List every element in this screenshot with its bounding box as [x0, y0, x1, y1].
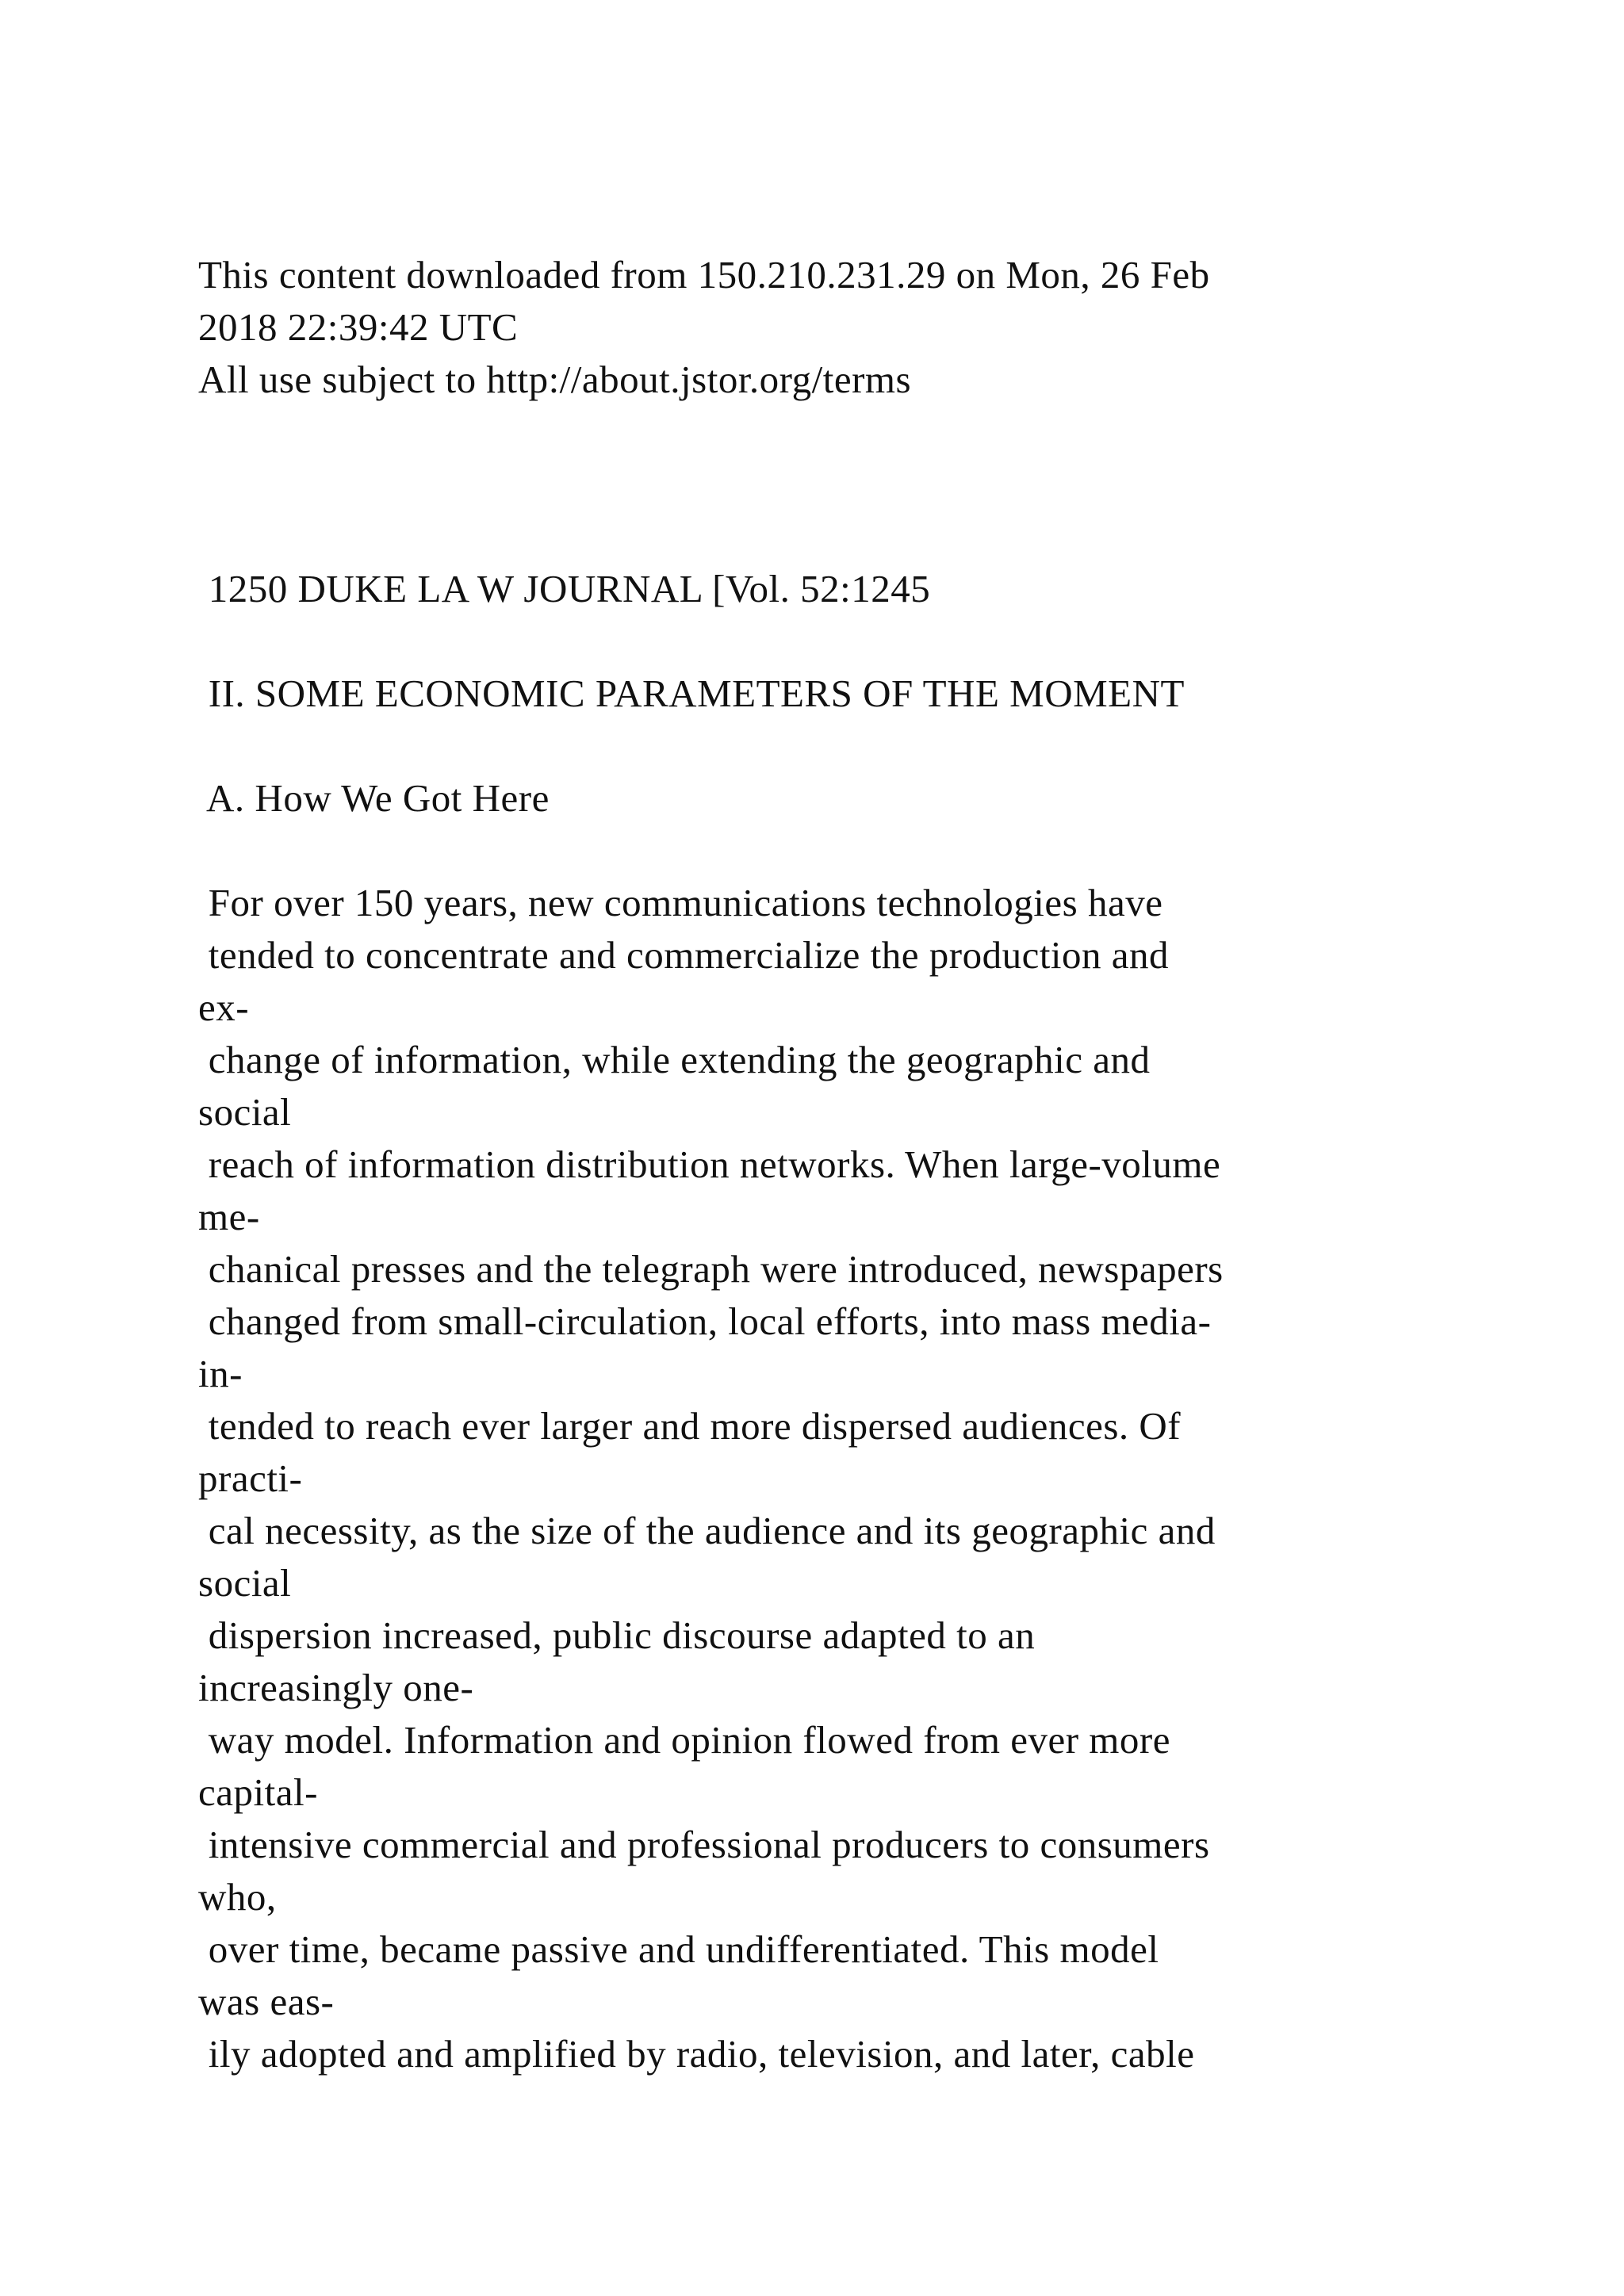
body-line: was eas- [198, 1980, 335, 2023]
body-line: in- [198, 1352, 243, 1395]
body-line: me- [198, 1195, 260, 1238]
body-line: cal necessity, as the size of the audience and its geographic and [198, 1509, 1216, 1552]
body-line: capital- [198, 1770, 318, 1814]
body-line: chanical presses and the telegraph were introduced, newspapers [198, 1247, 1224, 1291]
running-header: 1250 DUKE LA W JOURNAL [Vol. 52:1245 [198, 567, 931, 610]
body-line: way model. Information and opinion flowed from ever more [198, 1718, 1170, 1762]
body-line: increasingly one- [198, 1666, 474, 1709]
body-line: practi- [198, 1456, 303, 1500]
body-line: For over 150 years, new communications technologies have [198, 881, 1163, 924]
download-notice-line-3: All use subject to http://about.jstor.org/terms [198, 358, 912, 401]
download-notice-line-2: 2018 22:39:42 UTC [198, 305, 519, 349]
body-line: intensive commercial and professional producers to consumers [198, 1823, 1210, 1866]
download-notice-line-1: This content downloaded from 150.210.231.29 on Mon, 26 Feb [198, 253, 1210, 297]
body-line: over time, became passive and undifferentiated. This model [198, 1927, 1159, 1971]
body-line: tended to concentrate and commercialize the production and [198, 933, 1170, 977]
body-line: who, [198, 1875, 277, 1919]
body-line: dispersion increased, public discourse adapted to an [198, 1613, 1036, 1657]
body-line: ex- [198, 985, 250, 1029]
body-line: reach of information distribution networks. When large-volume [198, 1142, 1221, 1186]
body-line: social [198, 1090, 292, 1134]
body-line: social [198, 1561, 292, 1605]
subsection-heading: A. How We Got Here [198, 776, 550, 820]
body-line: ily adopted and amplified by radio, television, and later, cable [198, 2032, 1195, 2076]
body-line: tended to reach ever larger and more dispersed audiences. Of [198, 1404, 1182, 1448]
section-heading: II. SOME ECONOMIC PARAMETERS OF THE MOMENT [198, 672, 1185, 715]
body-line: changed from small-circulation, local efforts, into mass media- [198, 1299, 1212, 1343]
body-line: change of information, while extending the geographic and [198, 1038, 1151, 1081]
